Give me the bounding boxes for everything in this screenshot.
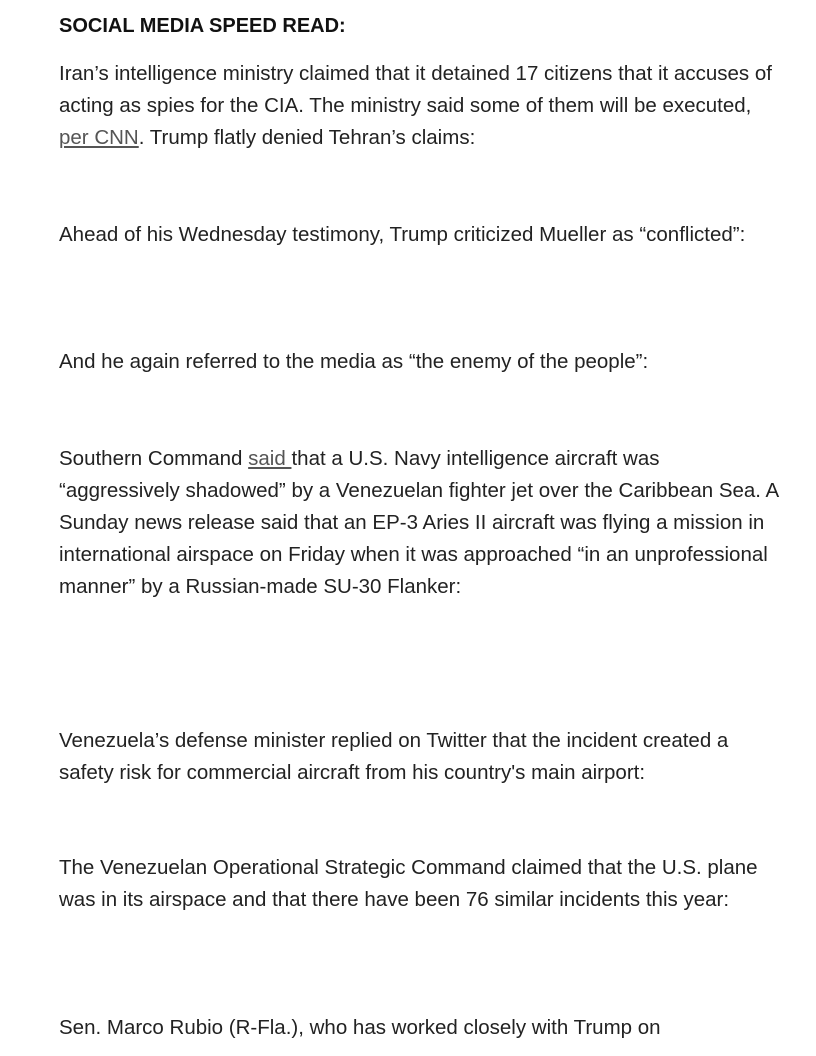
said-link[interactable]: said: [248, 447, 292, 470]
paragraph-mueller: Ahead of his Wednesday testimony, Trump criticized Mueller as “conflicted”:: [59, 223, 746, 246]
paragraph-text: Southern Command: [59, 447, 249, 470]
per-cnn-link[interactable]: per CNN: [59, 126, 139, 149]
paragraph-text: . Trump flatly denied Tehran’s claims:: [138, 126, 476, 149]
paragraph-iran-spies: [59, 58, 779, 154]
paragraph-media: And he again referred to the media as “the enemy of the people”:: [59, 350, 649, 373]
paragraph-text: that a U.S. Navy intelligence aircraft was “aggressively shadowed” by a Venezuelan fighter jet over the Caribbean Sea. A Sunday news release said that an EP-3 Aries II aircraft was flying a mission in international airspace on Friday when it was approached “in an unprofessional manner” by a Russian-made SU-30 Flanker:: [59, 447, 779, 598]
paragraph-southern-command: [59, 443, 779, 603]
paragraph-text: Iran’s intelligence ministry claimed that it detained 17 citizens that it accuses of acting as spies for the CIA. The ministry said some of them will be executed,: [59, 62, 772, 117]
paragraph-defense-minister: Venezuela’s defense minister replied on Twitter that the incident created a safety risk for commercial aircraft from his country's main airport:: [59, 729, 729, 784]
section-heading: SOCIAL MEDIA SPEED READ:: [59, 15, 346, 37]
paragraph-rubio: Sen. Marco Rubio (R-Fla.), who has worked closely with Trump on: [59, 1016, 661, 1039]
paragraph-strategic-command: The Venezuelan Operational Strategic Command claimed that the U.S. plane was in its airspace and that there have been 76 similar incidents this year:: [59, 856, 758, 911]
